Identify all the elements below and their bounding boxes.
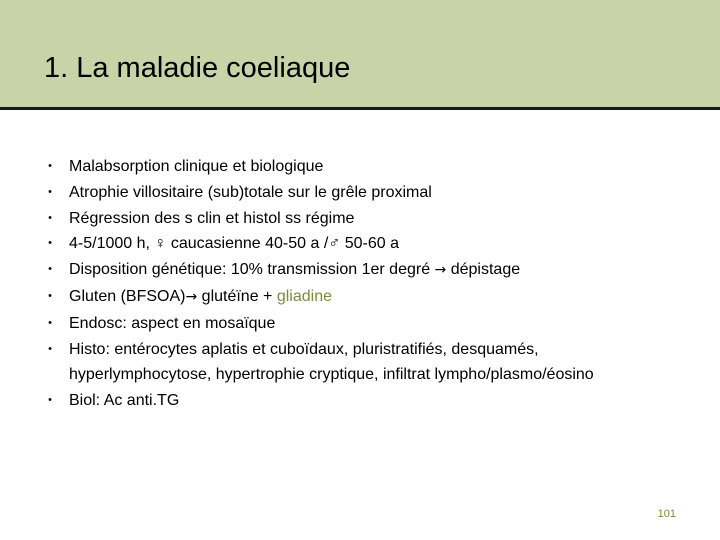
- bullet-text: Atrophie villositaire (sub)totale sur le grêle proximal: [69, 183, 432, 201]
- bullet-item: [0, 180, 720, 206]
- bullet-list: [0, 154, 720, 414]
- bullet-item: [0, 311, 720, 337]
- bullet-dot-icon: •: [48, 263, 52, 276]
- bullet-item: [0, 231, 720, 257]
- bullet-item: [0, 206, 720, 232]
- bullet-text: Endosc: aspect en mosaïque: [69, 314, 276, 332]
- bullet-text: 4-5/1000 h, ♀ caucasienne 40-50 a /♂ 50-60 a: [69, 235, 399, 253]
- slide-title: 1. La maladie coeliaque: [44, 52, 351, 84]
- page-number: 101: [657, 508, 676, 520]
- bullet-item: [0, 154, 720, 180]
- bullet-item: [0, 388, 720, 414]
- bullet-dot-icon: •: [48, 185, 52, 198]
- bullet-item: [0, 337, 720, 389]
- right-arrow-icon: →: [434, 262, 447, 279]
- bullet-dot-icon: •: [48, 160, 52, 172]
- highlight-term: gliadine: [276, 287, 332, 305]
- bullet-dot-icon: •: [48, 289, 52, 302]
- bullet-item: [0, 284, 720, 311]
- bullet-text: Régression des s clin et histol ss régime: [69, 209, 355, 227]
- bullet-dot-icon: •: [48, 394, 52, 407]
- bullet-dot-icon: •: [48, 237, 52, 250]
- bullet-text: Histo: entérocytes aplatis et cuboïdaux, pluristratifiés, desquamés, hyperlymphocytose, hypertrophie cryptique, infiltrat lympho/plasmo/éosino: [69, 340, 594, 384]
- bullet-dot-icon: •: [48, 211, 52, 224]
- bullet-text-before-arrow: Gluten (BFSOA): [69, 287, 186, 305]
- bullet-item: [0, 257, 720, 284]
- bullet-text-after-arrow: glutéïne +: [197, 287, 277, 305]
- bullet-text-after-arrow: dépistage: [446, 261, 521, 279]
- right-arrow-icon: →: [185, 288, 198, 305]
- bullet-dot-icon: •: [48, 342, 52, 355]
- bullet-text: Biol: Ac anti.TG: [69, 392, 180, 410]
- bullet-dot-icon: •: [48, 316, 52, 329]
- bullet-text-before-arrow: Disposition génétique: 10% transmission 1er degré: [69, 261, 435, 279]
- title-band: [0, 0, 720, 110]
- bullet-text: Malabsorption clinique et biologique: [69, 158, 324, 175]
